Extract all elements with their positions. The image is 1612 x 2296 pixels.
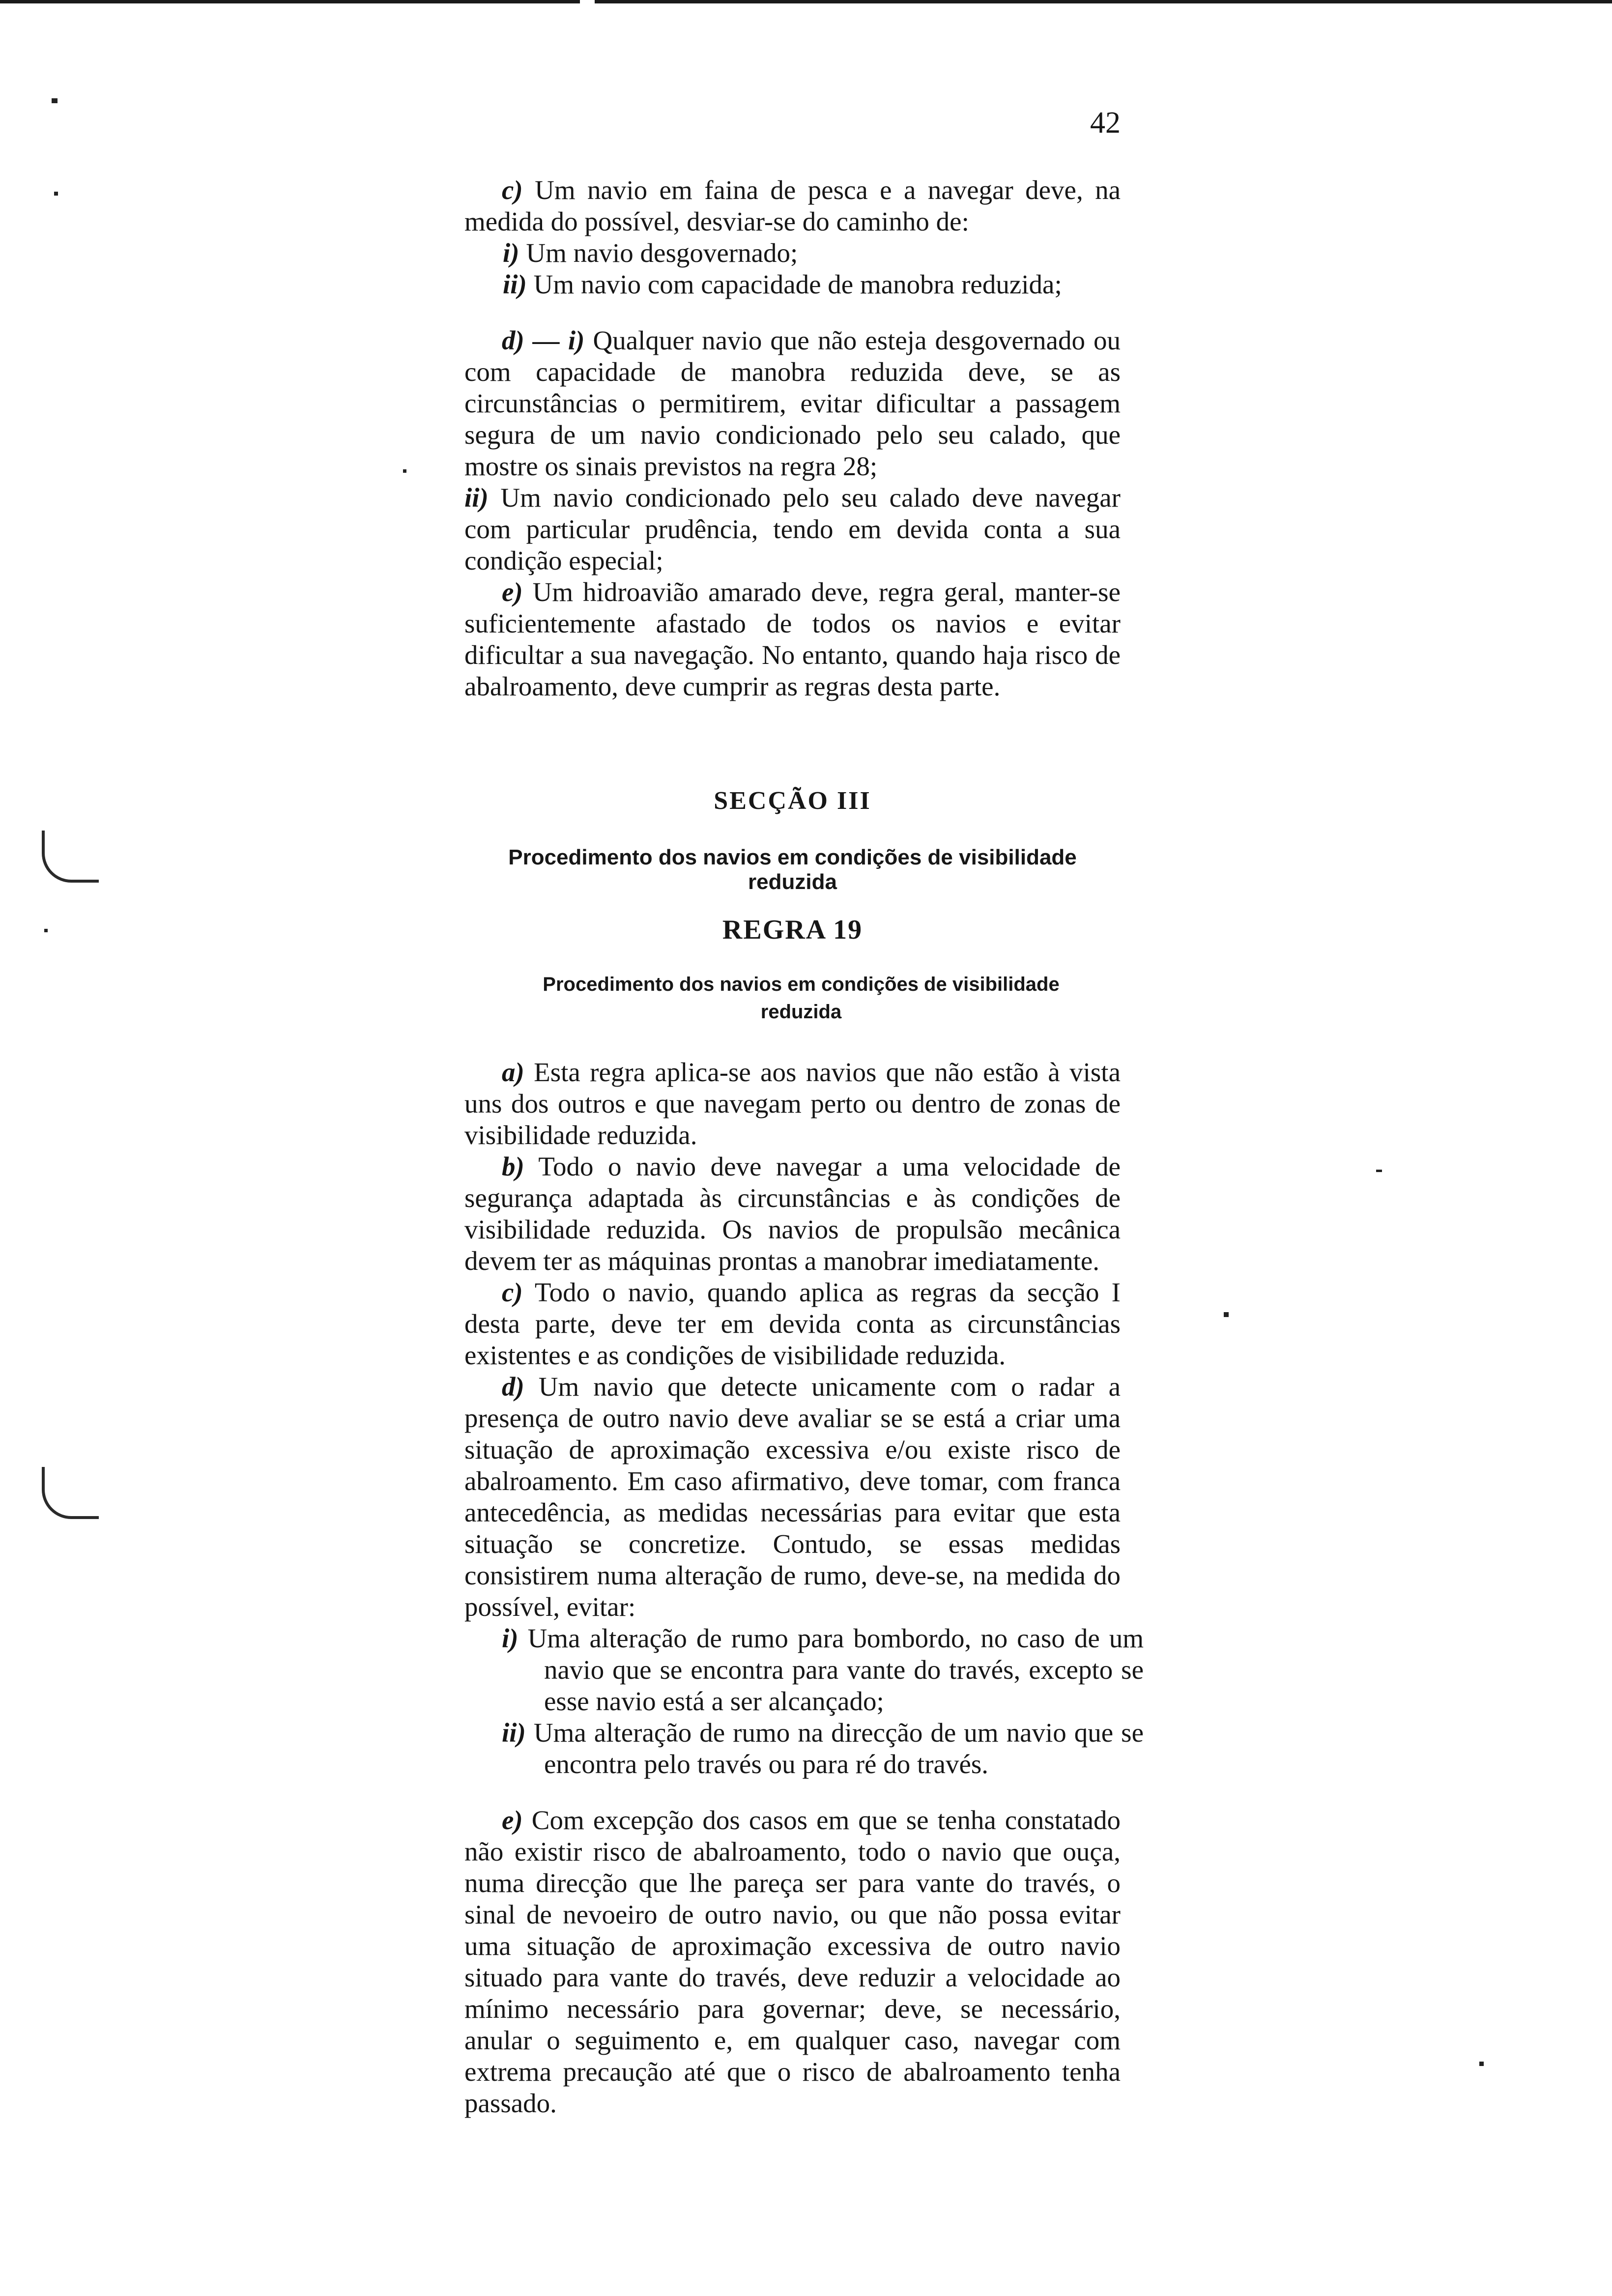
paragraph-d: d) Um navio que detecte unicamente com o radar a presença de outro navio deve avaliar se se está a criar uma situação de aproximação excessiva e/ou existe risco de abalroamento. Em caso afirmativo, deve tomar, com franca antecedência, as medidas necessárias para evitar que esta situação se concretize. Contudo, se essas medidas consistirem numa alteração de rumo, deve-se, na medida do possível, evitar: <box>464 1372 1121 1622</box>
scan-speck <box>52 98 58 103</box>
paragraph-c: c) Todo o navio, quando aplica as regras da secção I desta parte, deve ter em devida conta as circunstâncias existentes e as condições de visibilidade reduzida. <box>464 1277 1121 1370</box>
scan-speck <box>54 192 58 196</box>
section-heading: SECÇÃO III <box>714 787 871 815</box>
paragraph-a: a) Esta regra aplica-se aos navios que não estão à vista uns dos outros e que navegam perto ou dentro de zonas de visibilidade reduzida. <box>464 1057 1121 1150</box>
scan-speck <box>1376 1170 1382 1172</box>
rule-18-continuation <box>464 174 1121 702</box>
binding-mark-lower <box>42 1467 99 1519</box>
scan-speck <box>44 929 48 932</box>
paragraph-b: b) Todo o navio deve navegar a uma velocidade de segurança adaptada às circunstâncias e às condições de visibilidade reduzida. Os navios de propulsão mecânica devem ter as máquinas prontas a manobrar imediatamente. <box>464 1151 1121 1276</box>
paragraph-c: c) Um navio em faina de pesca e a navegar deve, na medida do possível, desviar-se do caminho de: <box>464 175 1121 236</box>
item-d-i: i) Uma alteração de rumo para bombordo, no caso de um navio que se encontra para vante do través, excepto se esse navio está a ser alcançado; <box>502 1623 1144 1716</box>
paragraph-e: e) Um hidroavião amarado deve, regra geral, manter-se suficientemente afastado de todos os navios e evitar dificultar a sua navegação. No entanto, quando haja risco de abalroamento, deve cumprir as regras desta parte. <box>464 577 1121 701</box>
rule-subtitle: Procedimento dos navios em condições de visibilidade reduzida <box>543 974 1060 1023</box>
scan-speck <box>1479 2062 1484 2066</box>
item-d-ii: ii) Uma alteração de rumo na direcção de um navio que se encontra pelo través ou para ré do través. <box>502 1718 1144 1779</box>
rule-19-body <box>464 1057 1144 2119</box>
paragraph-d-ii: ii) Um navio condicionado pelo seu calado deve navegar com particular prudência, tendo em devida conta a sua condição especial; <box>464 483 1121 575</box>
binding-mark-upper <box>42 831 99 883</box>
item-c-ii: ii) Um navio com capacidade de manobra reduzida; <box>503 269 1062 299</box>
rule-heading: REGRA 19 <box>722 915 863 945</box>
top-border-rule <box>0 0 1612 3</box>
section-title: Procedimento dos navios em condições de visibilidade reduzida <box>508 845 1077 894</box>
top-border-gap <box>580 0 595 3</box>
item-c-i: i) Um navio desgovernado; <box>503 238 798 268</box>
paragraph-e: e) Com excepção dos casos em que se tenha constatado não existir risco de abalroamento, todo o navio que ouça, numa direcção que lhe pareça ser para vante do través, o sinal de nevoeiro de outro navio, ou que não possa evitar uma situação de aproximação excessiva de outro navio situado para vante do través, deve reduzir a velocidade ao mínimo necessário para governar; deve, se necessário, anular o seguimento e, em qualquer caso, navegar com extrema precaução até que o risco de abalroamento tenha passado. <box>464 1805 1121 2118</box>
page-number: 42 <box>1090 106 1121 140</box>
scan-speck <box>1224 1312 1229 1317</box>
spacer <box>464 300 1121 325</box>
scan-speck <box>403 469 406 473</box>
paragraph-d-i: d) — i) Qualquer navio que não esteja desgovernado ou com capacidade de manobra reduzida deve, se as circunstâncias o permitirem, evitar dificultar a passagem segura de um navio condicionado pelo seu calado, que mostre os sinais previstos na regra 28; <box>464 325 1121 481</box>
spacer <box>464 1780 1121 1805</box>
